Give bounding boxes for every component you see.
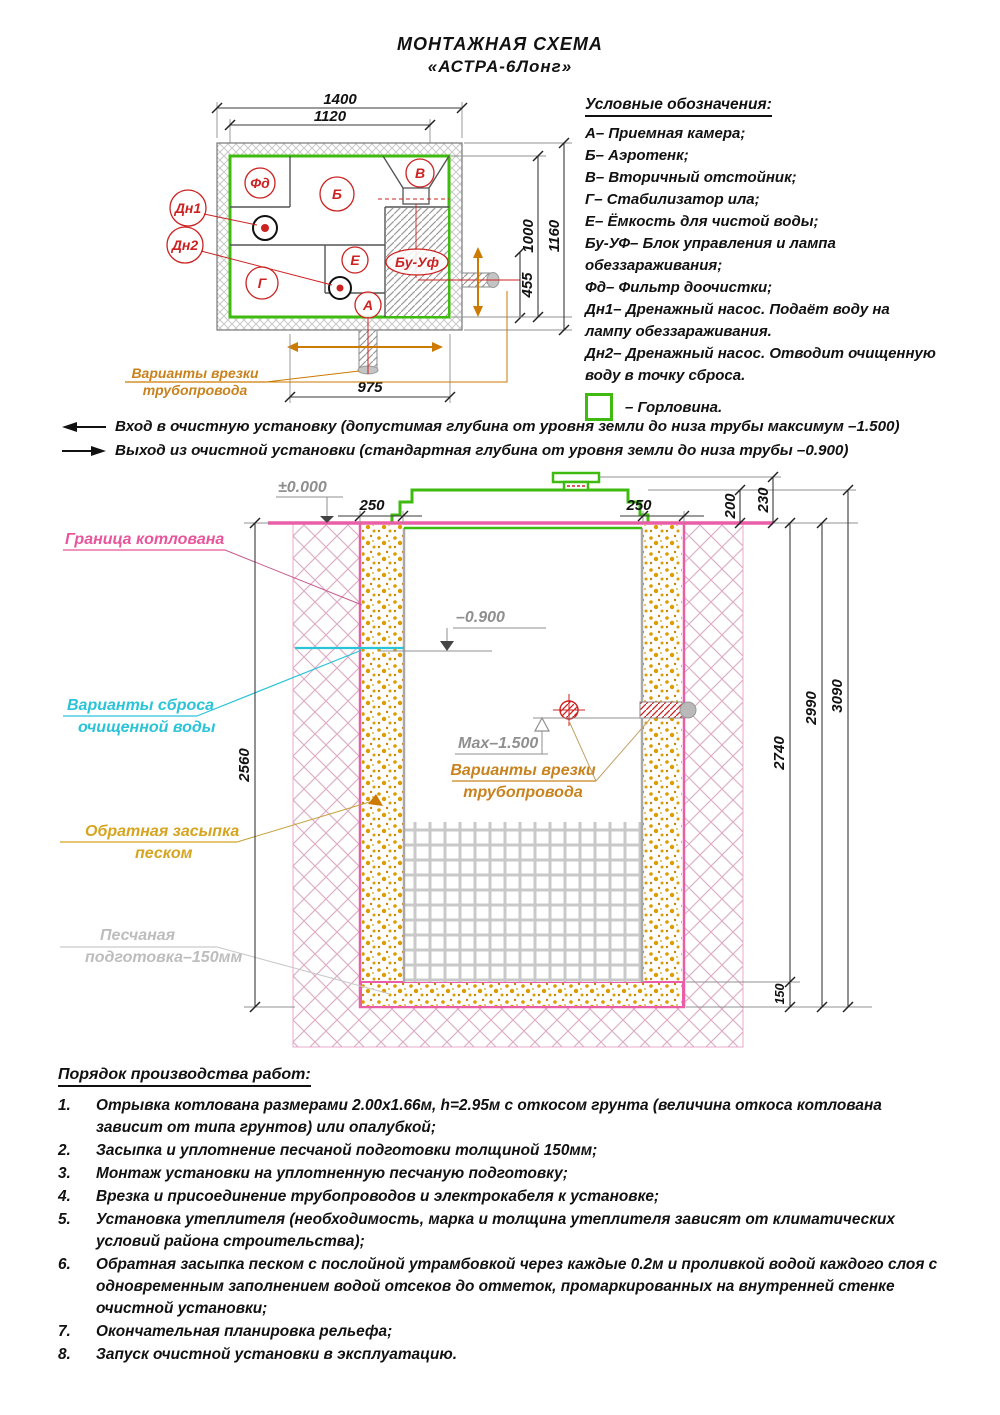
work-order-item: 5. Установка утеплителя (необходимость, марка и толщина утеплителя зависят от климатических условий района строительства); <box>58 1211 895 1250</box>
work-order-item: 3. Монтаж установки на уплотненную песчаную подготовку; <box>58 1165 568 1182</box>
title-line1: МОНТАЖНАЯ СХЕМА <box>397 34 603 54</box>
label-dn1: Дн1 <box>174 200 202 216</box>
svg-text:Обратная засыпка: Обратная засыпка <box>85 823 240 840</box>
drain-pump-2 <box>329 277 351 299</box>
label-a: А <box>362 297 374 313</box>
plan-view-drawing <box>100 88 600 443</box>
outlet-arrow-icon <box>62 445 106 457</box>
legend-list <box>585 123 937 387</box>
manhole-swatch-icon <box>585 393 613 421</box>
work-order-item: 6. Обратная засыпка песком с послойной утрамбовкой через каждые 0.2м и проливкой водой каждого слоя с одновременным заполнением водой отсеков до отметок, промаркированных на внутренней стенке очистной установки; <box>58 1256 938 1317</box>
plan-dim-455: 455 <box>519 272 536 298</box>
wall-pipe-penetration <box>640 702 696 718</box>
svg-text:подготовка–150мм: подготовка–150мм <box>85 949 243 966</box>
legend-item: Бу-УФ– Блок управления и лампа обеззараживания; <box>585 235 836 274</box>
sand-backfill-right <box>642 525 682 982</box>
svg-text:–0.900: –0.900 <box>456 609 505 626</box>
tank-bottom-ballast-grid <box>405 822 641 982</box>
legend-manhole-row <box>585 393 937 421</box>
svg-text:песком: песком <box>135 845 193 862</box>
work-order-item: 2. Засыпка и уплотнение песчаной подготовки толщиной 150мм; <box>58 1142 598 1159</box>
legend-item: Дн2– Дренажный насос. Отводит очищенную воду в точку сброса. <box>585 345 936 384</box>
legend-item: Фд– Фильтр доочистки; <box>585 279 773 296</box>
work-order-heading: Порядок производства работ: <box>58 1066 311 1087</box>
zero-level-mark <box>276 479 343 523</box>
label-dn2: Дн2 <box>171 237 199 253</box>
page-title <box>0 32 1000 79</box>
dim-3090: 3090 <box>829 679 846 713</box>
tank-lid <box>392 490 648 523</box>
svg-text:трубопровода: трубопровода <box>463 784 583 801</box>
dim-2740: 2740 <box>771 736 788 770</box>
drain-pump-1 <box>253 216 277 240</box>
plan-dim-1160: 1160 <box>546 219 563 253</box>
title-line2: «АСТРА-6Лонг» <box>427 57 573 77</box>
clarifier-outlet-box <box>403 188 429 204</box>
legend-heading: Условные обозначения: <box>585 96 772 117</box>
svg-text:очищенной воды: очищенной воды <box>78 719 216 736</box>
sand-preparation-layer <box>361 982 683 1007</box>
legend-item: Б– Аэротенк; <box>585 147 689 164</box>
svg-text:Песчаная: Песчаная <box>100 927 176 944</box>
legend-manhole-label: – Горловина. <box>625 398 723 416</box>
svg-text:±0.000: ±0.000 <box>278 479 327 496</box>
work-order-item: 1. Отрывка котлована размерами 2.00х1.66м, h=2.95м с откосом грунта (величина откоса котлована зависит от типа грунтов) или опалубкой; <box>58 1097 882 1136</box>
legend <box>585 96 937 421</box>
outlet-note-text: Выход из очистной установки (стандартная глубина от уровня земли до низа трубы –0.900) <box>115 442 849 459</box>
section-view-drawing <box>40 470 960 1070</box>
work-order <box>58 1066 950 1367</box>
dim-230: 230 <box>755 487 772 513</box>
plan-dim-1400: 1400 <box>323 91 357 108</box>
legend-item: А– Приемная камера; <box>585 125 746 142</box>
outlet-note <box>62 442 848 459</box>
svg-text:250: 250 <box>626 497 652 514</box>
inlet-arrow-icon <box>62 421 106 433</box>
work-order-item: 8. Запуск очистной установки в эксплуатацию. <box>58 1346 457 1363</box>
svg-text:250: 250 <box>359 497 385 514</box>
dim-200: 200 <box>722 493 739 519</box>
legend-item: В– Вторичный отстойник; <box>585 169 797 186</box>
inlet-note <box>62 418 900 435</box>
legend-item: Дн1– Дренажный насос. Подаёт воду на лампу обеззараживания. <box>585 301 890 340</box>
label-v: В <box>414 165 426 181</box>
svg-text:Мах–1.500: Мах–1.500 <box>458 735 539 752</box>
svg-text:Граница котлована: Граница котлована <box>65 531 225 548</box>
vent-pipe <box>553 473 599 490</box>
legend-item: Г– Стабилизатор ила; <box>585 191 760 208</box>
dim-2990: 2990 <box>803 691 820 725</box>
dim-left-depth: 2560 <box>236 748 253 782</box>
label-fd: Фд <box>250 175 270 191</box>
plan-pipe-note-line2: трубопровода <box>142 382 248 398</box>
work-order-item: 7. Окончательная планировка рельефа; <box>58 1323 393 1340</box>
plan-dim-1000: 1000 <box>520 219 537 253</box>
plan-pipe-note-line1: Варианты врезки <box>131 365 259 381</box>
dim-150: 150 <box>773 983 787 1005</box>
legend-item: Е– Ёмкость для чистой воды; <box>585 213 819 230</box>
label-bu-uf: Бу-Уф <box>394 254 440 270</box>
inlet-note-text: Вход в очистную установку (допустимая глубина от уровня земли до низа трубы максимум –1.500) <box>115 418 900 435</box>
plan-dim-1120: 1120 <box>313 108 347 125</box>
svg-text:Варианты врезки: Варианты врезки <box>450 762 596 779</box>
work-order-item: 4. Врезка и присоединение трубопроводов и электрокабеля к установке; <box>58 1188 660 1205</box>
sand-backfill-left <box>362 525 404 982</box>
label-b: Б <box>332 186 342 202</box>
plan-dim-975: 975 <box>357 379 383 396</box>
label-g: Г <box>257 275 267 291</box>
svg-text:Варианты сброса: Варианты сброса <box>67 697 215 714</box>
label-e: Е <box>350 252 360 268</box>
